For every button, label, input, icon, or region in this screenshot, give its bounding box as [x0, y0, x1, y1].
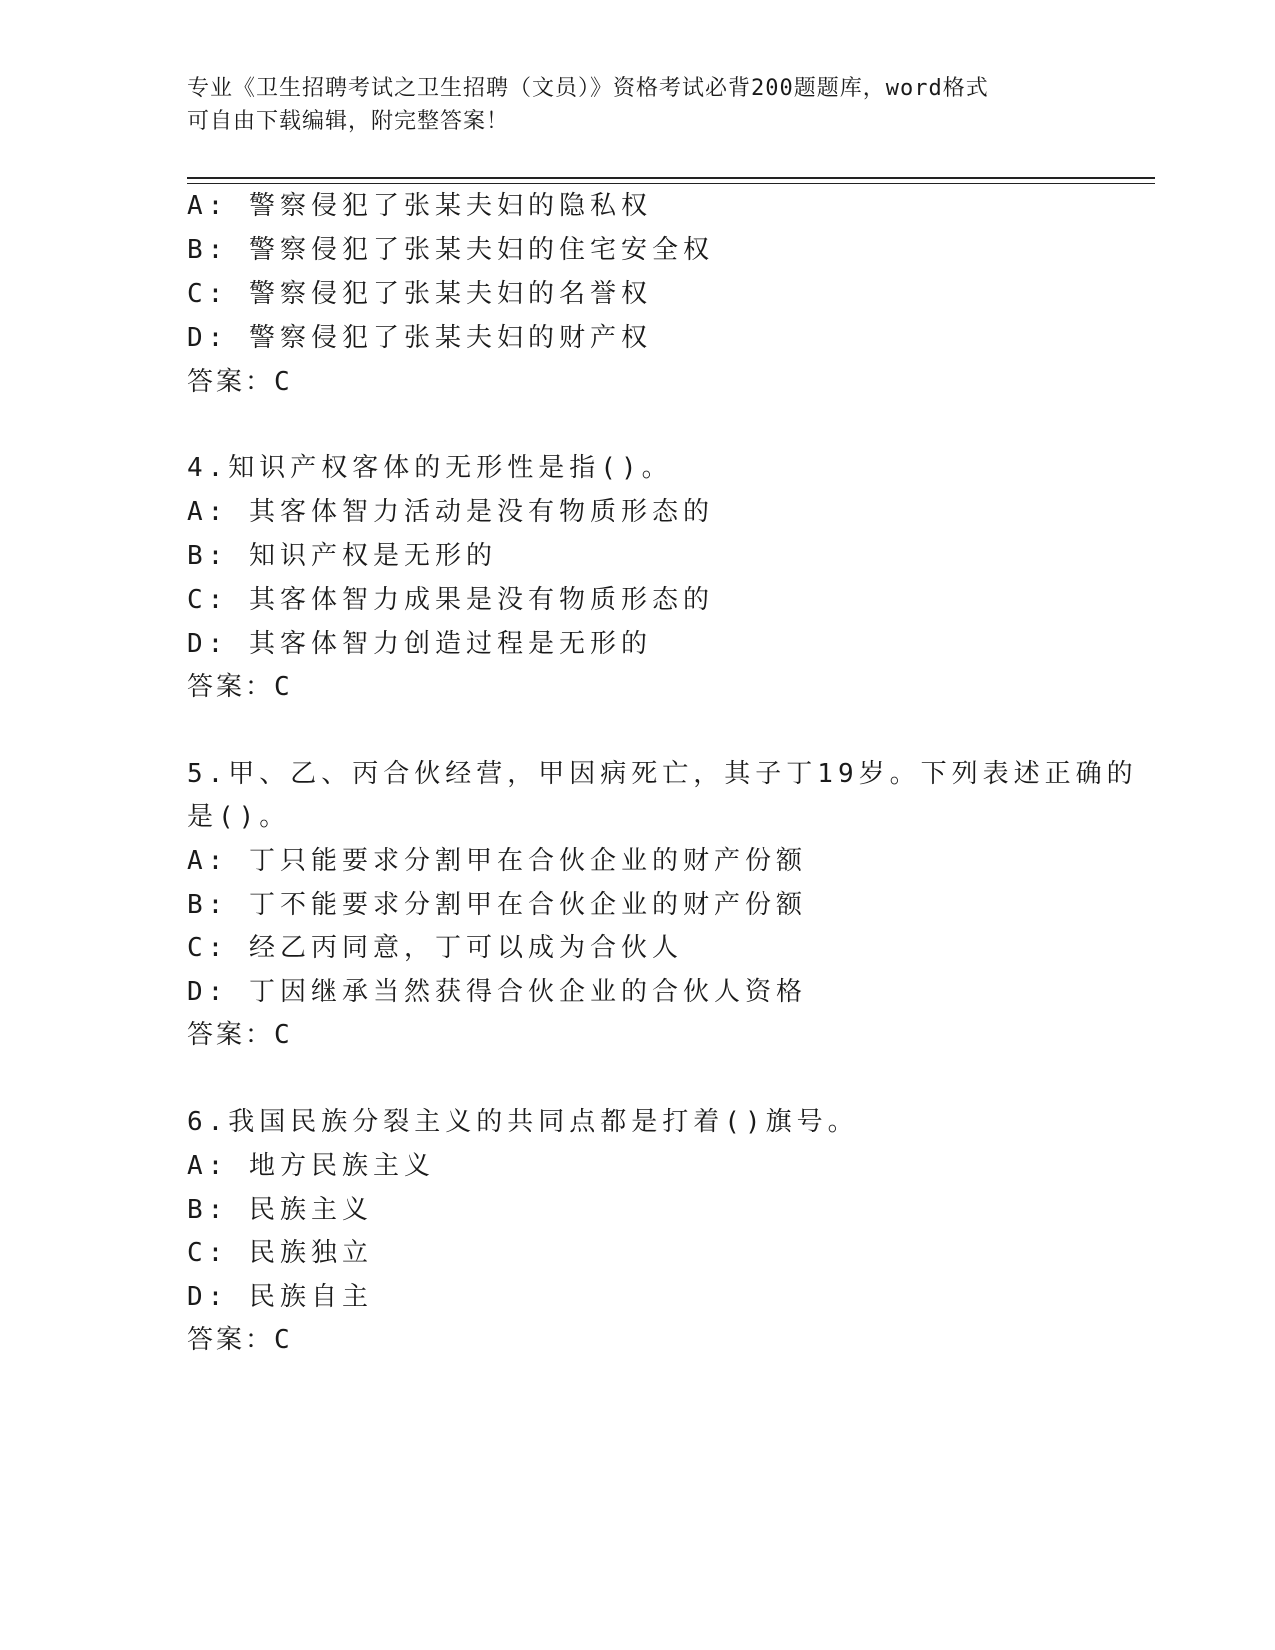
q4-stem: 4.知识产权客体的无形性是指()。	[187, 453, 673, 483]
q6-stem: 6.我国民族分裂主义的共同点都是打着()旗号。	[187, 1107, 859, 1137]
q5-option-c: C: 经乙丙同意，丁可以成为合伙人	[187, 933, 683, 963]
header-rule-thin	[187, 183, 1155, 184]
q3-option-a: A: 警察侵犯了张某夫妇的隐私权	[187, 191, 652, 221]
document-header	[187, 72, 1087, 138]
q4-option-d: D: 其客体智力创造过程是无形的	[187, 629, 652, 659]
q3-option-c: C: 警察侵犯了张某夫妇的名誉权	[187, 279, 652, 309]
q6-option-d: D: 民族自主	[187, 1282, 373, 1312]
header-rule-thick	[187, 177, 1155, 179]
q3-option-d: D: 警察侵犯了张某夫妇的财产权	[187, 323, 652, 353]
q4-answer: 答案：C	[187, 672, 293, 702]
q5-stem-line-1: 5.甲、乙、丙合伙经营，甲因病死亡，其子丁19岁。下列表述正确的	[187, 759, 1138, 789]
header-title-line-1: 专业《卫生招聘考试之卫生招聘（文员）》资格考试必背200题题库，word格式	[187, 76, 989, 101]
q5-option-b: B: 丁不能要求分割甲在合伙企业的财产份额	[187, 890, 807, 920]
q5-stem-line-2: 是()。	[187, 802, 291, 832]
q6-option-b: B: 民族主义	[187, 1195, 373, 1225]
q3-option-b: B: 警察侵犯了张某夫妇的住宅安全权	[187, 235, 714, 265]
q6-answer: 答案：C	[187, 1325, 293, 1355]
q4-option-a: A: 其客体智力活动是没有物质形态的	[187, 497, 714, 527]
q6-option-c: C: 民族独立	[187, 1238, 373, 1268]
q5-option-d: D: 丁因继承当然获得合伙企业的合伙人资格	[187, 977, 807, 1007]
q3-answer: 答案：C	[187, 367, 293, 397]
q4-option-c: C: 其客体智力成果是没有物质形态的	[187, 585, 714, 615]
header-title-line-2: 可自由下载编辑，附完整答案！	[187, 109, 510, 134]
q6-option-a: A: 地方民族主义	[187, 1151, 435, 1181]
q5-option-a: A: 丁只能要求分割甲在合伙企业的财产份额	[187, 846, 807, 876]
q5-answer: 答案：C	[187, 1020, 293, 1050]
q4-option-b: B: 知识产权是无形的	[187, 541, 497, 571]
